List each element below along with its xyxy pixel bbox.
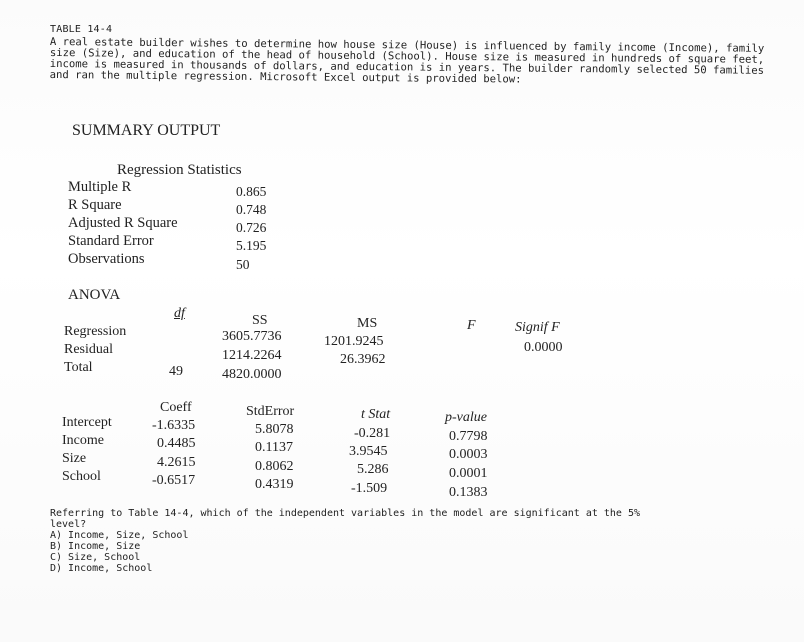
question-line: level? <box>50 519 87 530</box>
stat-value: 5.195 <box>236 238 267 253</box>
anova-header-ms: MS <box>357 316 378 331</box>
question-line: Referring to Table 14-4, which of the independent variables in the model are significant at the 5% <box>50 508 641 519</box>
stat-value: 0.748 <box>236 202 267 217</box>
coef-row-label: School <box>62 469 101 484</box>
coef-header-stderr: StdError <box>246 404 295 419</box>
coef-tstat-cell: -1.509 <box>351 481 388 496</box>
anova-ss-cell: 3605.7736 <box>222 329 282 344</box>
problem-paragraph: A real estate builder wishes to determine how house size (House) is influenced by family income (Income), family size (Size), and education of the head of household (School). House size is measured in hundreds of square feet, income is measured in thousands of dollars, and education is in years. The builder randomly selected 50 families and ran the multiple regression. Microsoft Excel output is provided below: <box>49 36 765 86</box>
coef-row-label: Size <box>62 451 87 466</box>
anova-ss-cell: 4820.0000 <box>222 367 282 382</box>
coef-coeff-cell: -0.6517 <box>152 473 196 488</box>
anova-signif-cell: 0.0000 <box>524 340 563 355</box>
stat-value: 0.865 <box>236 184 267 199</box>
answer-option-d: D) Income, School <box>50 563 153 574</box>
anova-row-label: Total <box>64 360 93 375</box>
summary-output-title: SUMMARY OUTPUT <box>72 122 221 139</box>
answer-option-c: C) Size, School <box>50 552 141 563</box>
anova-header-ss: SS <box>252 313 268 328</box>
stat-label: Observations <box>68 251 145 267</box>
anova-df-cell: 49 <box>169 364 183 379</box>
anova-ms-cell: 1201.9245 <box>324 334 384 349</box>
regression-statistics-title: Regression Statistics <box>117 162 242 178</box>
coef-stderr-cell: 0.4319 <box>255 477 294 492</box>
anova-ms-cell: 26.3962 <box>340 352 386 367</box>
coef-tstat-cell: -0.281 <box>354 426 391 441</box>
coef-header-tstat: t Stat <box>361 407 391 422</box>
answer-option-a: A) Income, Size, School <box>50 530 189 541</box>
coef-header-pvalue: p-value <box>445 410 487 425</box>
table-label: TABLE 14-4 <box>50 24 113 35</box>
coef-stderr-cell: 5.8078 <box>255 422 294 437</box>
anova-header-f: F <box>467 318 476 333</box>
coef-coeff-cell: -1.6335 <box>152 418 196 433</box>
coef-pvalue-cell: 0.0003 <box>449 447 488 462</box>
stat-value: 50 <box>236 257 250 272</box>
anova-title: ANOVA <box>68 287 121 303</box>
coef-pvalue-cell: 0.7798 <box>449 429 488 444</box>
anova-ss-cell: 1214.2264 <box>222 348 282 363</box>
anova-row-label: Regression <box>64 324 127 339</box>
stat-label: Adjusted R Square <box>68 215 178 231</box>
coef-stderr-cell: 0.1137 <box>255 440 293 455</box>
stat-label: Multiple R <box>68 179 132 195</box>
coef-pvalue-cell: 0.1383 <box>449 485 488 500</box>
coef-coeff-cell: 4.2615 <box>157 455 196 470</box>
coef-tstat-cell: 3.9545 <box>349 444 388 459</box>
coef-row-label: Intercept <box>62 415 112 430</box>
stat-label: Standard Error <box>68 233 154 249</box>
coef-header-coeff: Coeff <box>160 400 192 415</box>
coef-stderr-cell: 0.8062 <box>255 459 294 474</box>
problem-intro <box>49 24 780 86</box>
stat-label: R Square <box>68 197 122 213</box>
answer-option-b: B) Income, Size <box>50 541 141 552</box>
coef-pvalue-cell: 0.0001 <box>449 466 488 481</box>
coef-coeff-cell: 0.4485 <box>157 436 196 451</box>
coef-tstat-cell: 5.286 <box>357 462 389 477</box>
anova-row-label: Residual <box>64 342 113 357</box>
question-block <box>50 508 640 574</box>
anova-header-signif-f: Signif F <box>515 320 560 335</box>
coef-row-label: Income <box>62 433 104 448</box>
stat-value: 0.726 <box>236 220 267 235</box>
anova-header-df: df <box>174 306 185 321</box>
